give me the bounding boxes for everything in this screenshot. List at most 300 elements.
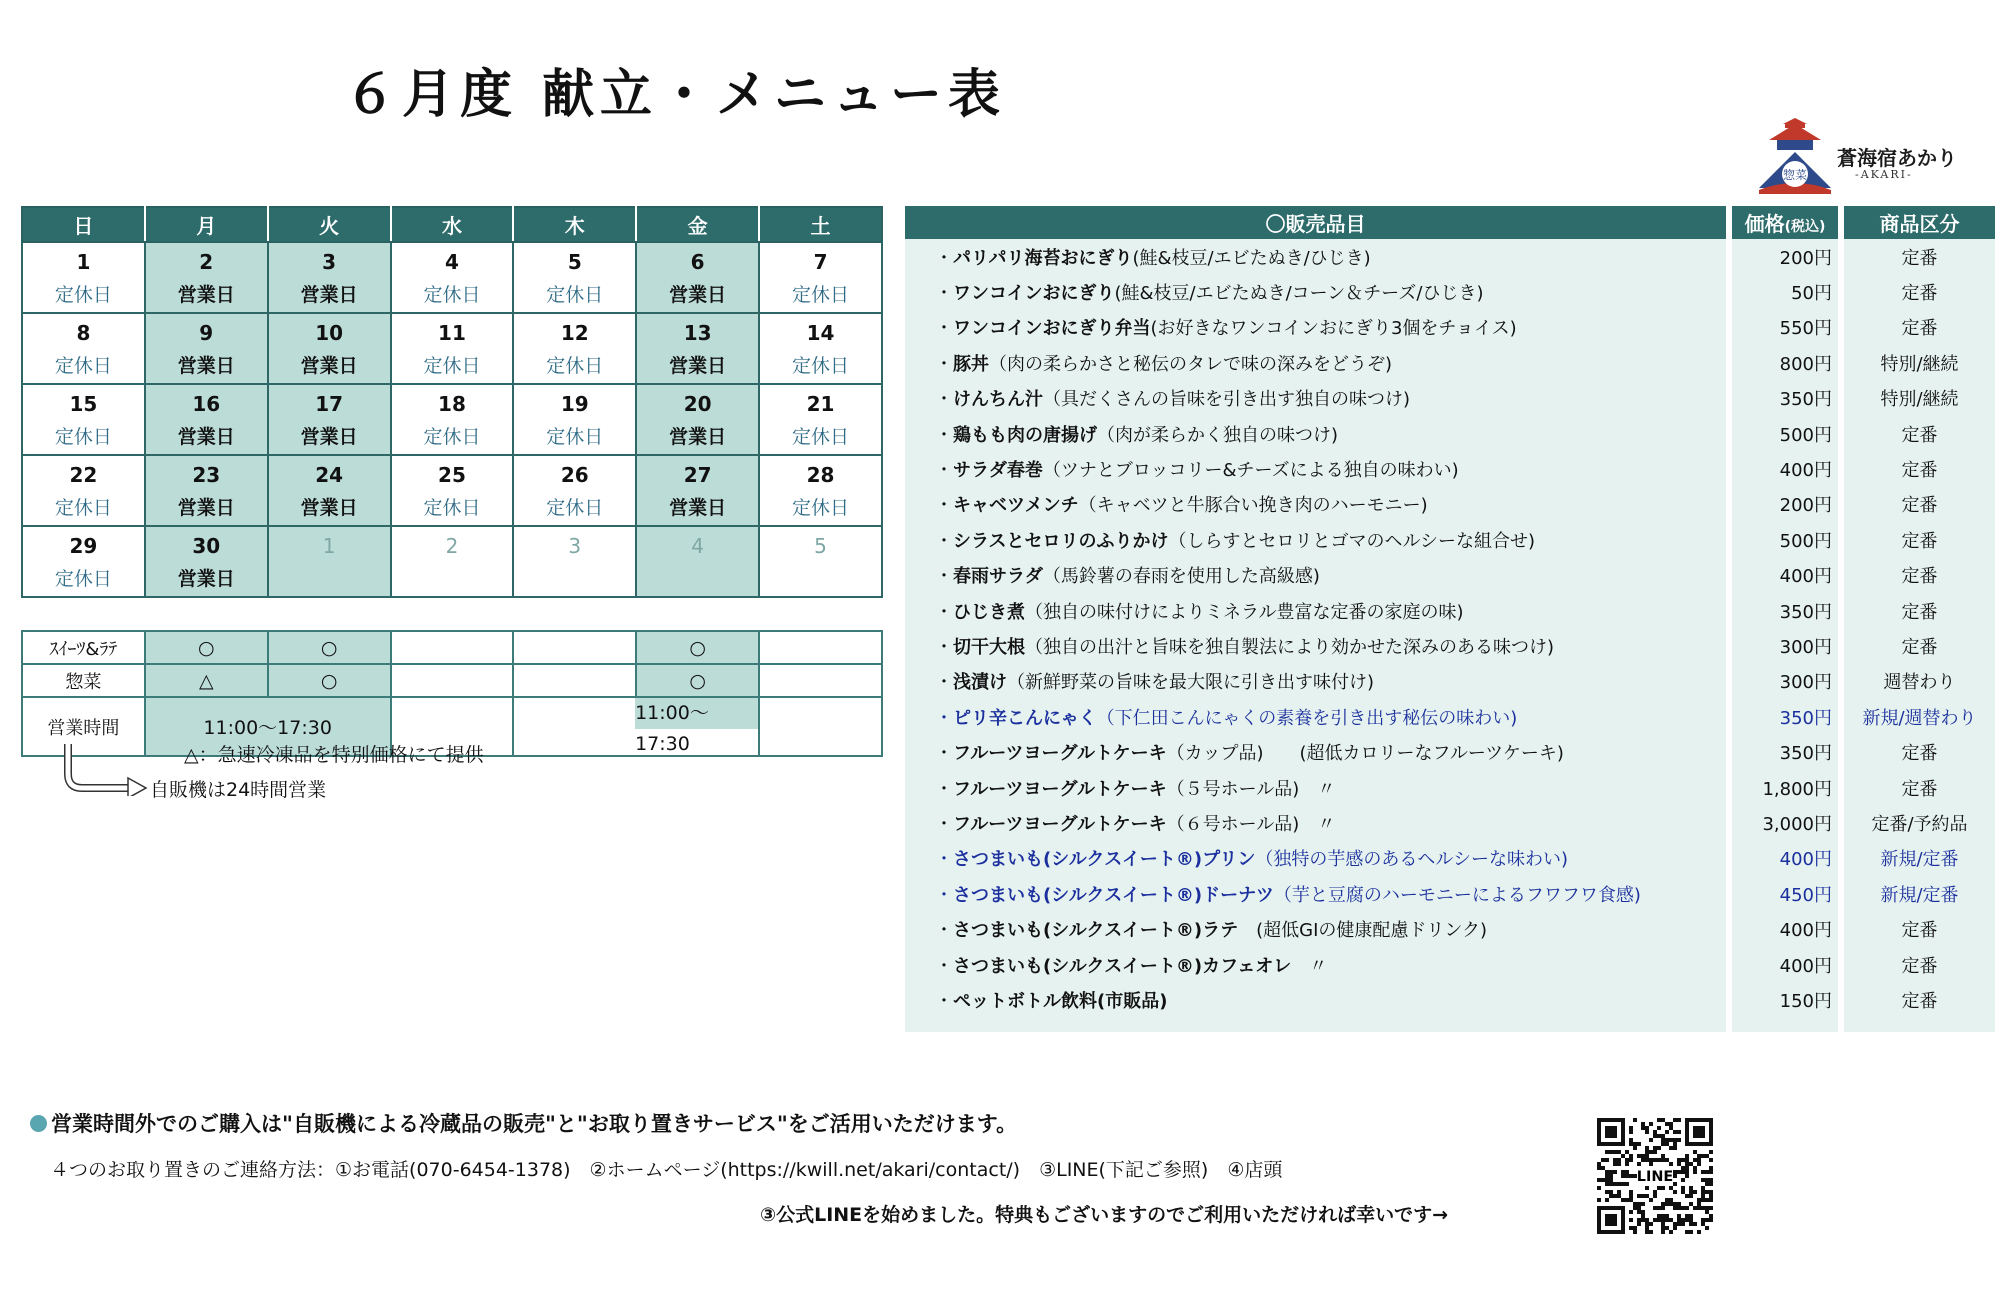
calendar-day-status: 定休日 <box>54 426 112 448</box>
calendar-day-status: 定休日 <box>423 426 481 448</box>
menu-item-desc: (超低GIの健康配慮ドリンク) <box>1238 920 1488 942</box>
menu-item-cell <box>905 416 1726 451</box>
menu-item-category: 定番 <box>1844 911 1995 946</box>
menu-item-name: ペットボトル飲料(市販品) <box>953 990 1168 1012</box>
footer-contact-methods: ４つのお取り置きのご連絡方法：①お電話(070-6454-1378) ②ホームページ(https://kwill.net/akari/contact/) ③LINE(下記ご参照) ④店頭 <box>50 1159 1283 1181</box>
menu-item-cell <box>905 699 1726 734</box>
calendar-day-cell <box>22 384 145 455</box>
calendar-day-number: 30 <box>192 534 221 558</box>
service-cell <box>513 631 636 664</box>
menu-item-category: 定番 <box>1844 487 1995 522</box>
menu-item-desc: （独自の味付けによりミネラル豊富な定番の家庭の味) <box>1025 601 1464 623</box>
menu-item-price: 200円 <box>1732 239 1838 274</box>
calendar-day-cell <box>391 384 514 455</box>
calendar-day-status: 営業日 <box>177 497 235 519</box>
weekday-sun: 日 <box>22 207 145 242</box>
menu-item-desc: 〃 <box>1291 955 1328 977</box>
service-cell: ○ <box>268 664 391 697</box>
calendar-day-number: 25 <box>438 463 466 487</box>
menu-bullet: ・ <box>935 389 953 411</box>
menu-item-row <box>905 239 1995 274</box>
calendar-day-status: 営業日 <box>300 497 358 519</box>
menu-item-name: フルーツヨーグルトケーキ <box>953 813 1167 835</box>
calendar-day-number: 21 <box>806 392 835 416</box>
hours-mon-tue: 11:00～17:30 <box>145 697 391 756</box>
calendar-day-status: 定休日 <box>54 568 112 590</box>
calendar-day-status: 営業日 <box>177 284 235 306</box>
shop-logo <box>1755 118 1955 194</box>
menu-item-name: フルーツヨーグルトケーキ <box>953 778 1167 800</box>
qr-line-label: LINE <box>1636 1169 1674 1186</box>
menu-item-row <box>905 274 1995 309</box>
calendar-day-status: 営業日 <box>300 284 358 306</box>
calendar-day-status: 営業日 <box>177 426 235 448</box>
service-label-hours: 営業時間 <box>22 697 145 756</box>
hours-fri-cell <box>513 697 759 756</box>
menu-bullet: ・ <box>935 247 953 269</box>
note-vending: 自販機は24時間営業 <box>150 779 327 801</box>
menu-item-name: ワンコインおにぎり <box>953 283 1115 305</box>
menu-item-desc: （ツナとブロッコリー&チーズによる独自の味わい) <box>1042 460 1459 482</box>
menu-item-cell <box>905 841 1726 876</box>
calendar-day-number: 22 <box>69 463 98 487</box>
calendar-weekday-row <box>22 207 882 242</box>
menu-item-row <box>905 947 1995 982</box>
menu-item-cell <box>905 805 1726 840</box>
calendar-day-status: 定休日 <box>54 497 112 519</box>
calendar-day-cell <box>145 242 268 313</box>
menu-item-name: さつまいも(シルクスイート®)カフェオレ <box>953 955 1292 977</box>
calendar-day-number: 3 <box>322 250 337 274</box>
calendar-day-number: 14 <box>806 321 835 345</box>
menu-item-row <box>905 982 1995 1017</box>
menu-item-desc: (お好きなワンコインおにぎり3個をチョイス) <box>1150 318 1517 340</box>
calendar-day-number: 3 <box>568 534 582 558</box>
service-cell: ○ <box>636 664 759 697</box>
calendar-day-status: 定休日 <box>54 355 112 377</box>
menu-bullet: ・ <box>935 672 953 694</box>
calendar-day-status: 定休日 <box>546 284 604 306</box>
service-cell <box>759 697 882 756</box>
menu-item-price: 150円 <box>1732 982 1838 1017</box>
calendar-day-number: 19 <box>560 392 589 416</box>
calendar-day-cell <box>22 313 145 384</box>
menu-item-category: 定番 <box>1844 274 1995 309</box>
logo-name: 蒼海宿あかり <box>1837 146 1957 170</box>
menu-item-cell <box>905 947 1726 982</box>
menu-item-desc: （しらすとセロリとゴマのヘルシーな組合せ) <box>1168 530 1536 552</box>
menu-item-row <box>905 593 1995 628</box>
menu-item-price: 1,800円 <box>1732 770 1838 805</box>
menu-item-cell <box>905 911 1726 946</box>
menu-table <box>905 206 1995 1032</box>
calendar-day-status: 営業日 <box>177 568 235 590</box>
menu-bullet: ・ <box>935 778 953 800</box>
calendar-day-cell <box>268 526 391 597</box>
menu-item-row <box>905 699 1995 734</box>
calendar-day-status: 営業日 <box>300 426 358 448</box>
menu-end-padding <box>905 1018 1995 1032</box>
menu-item-row <box>905 416 1995 451</box>
calendar-day-status: 定休日 <box>792 284 850 306</box>
calendar-day-status: 定休日 <box>546 355 604 377</box>
calendar-day-status: 定休日 <box>792 426 850 448</box>
menu-item-cell <box>905 239 1726 274</box>
menu-item-price: 300円 <box>1732 664 1838 699</box>
menu-bullet: ・ <box>935 636 953 658</box>
menu-item-cell <box>905 982 1726 1017</box>
page-title: ６月度 献立・メニュー表 <box>343 65 1007 125</box>
calendar-day-number: 7 <box>813 250 828 274</box>
menu-bullet: ・ <box>935 318 953 340</box>
calendar-day-cell <box>636 384 759 455</box>
calendar-day-status: 定休日 <box>423 497 481 519</box>
menu-item-cell <box>905 558 1726 593</box>
menu-item-desc: （肉が柔らかく独自の味つけ) <box>1097 424 1339 446</box>
weekday-thu: 木 <box>513 207 636 242</box>
menu-item-category: 定番 <box>1844 734 1995 769</box>
weekday-sat: 土 <box>759 207 882 242</box>
calendar-week-row <box>22 455 882 526</box>
calendar-day-cell <box>145 313 268 384</box>
calendar-day-status: 定休日 <box>423 355 481 377</box>
menu-item-row <box>905 734 1995 769</box>
calendar-day-number: 1 <box>76 250 91 274</box>
menu-item-desc: （芋と豆腐のハーモニーによるフワフワ食感) <box>1273 884 1641 906</box>
menu-item-category: 定番 <box>1844 558 1995 593</box>
weekday-fri: 金 <box>636 207 759 242</box>
menu-item-category: 新規/週替わり <box>1844 699 1995 734</box>
calendar-day-cell <box>636 526 759 597</box>
calendar-day-cell <box>636 455 759 526</box>
menu-bullet: ・ <box>935 495 953 517</box>
menu-item-category: 週替わり <box>1844 664 1995 699</box>
menu-item-name: ワンコインおにぎり弁当 <box>953 318 1151 340</box>
calendar-day-cell <box>759 313 882 384</box>
calendar-day-status: 定休日 <box>546 426 604 448</box>
calendar-day-cell <box>391 242 514 313</box>
calendar-day-cell <box>513 242 636 313</box>
menu-bullet: ・ <box>935 849 953 871</box>
menu-bullet: ・ <box>935 884 953 906</box>
calendar-day-cell <box>268 242 391 313</box>
menu-item-cell <box>905 310 1726 345</box>
menu-bullet: ・ <box>935 743 953 765</box>
menu-item-row <box>905 628 1995 663</box>
calendar-day-number: 5 <box>567 250 582 274</box>
calendar-day-number: 18 <box>438 392 466 416</box>
bullet-icon <box>30 1115 47 1132</box>
service-label-deli: 惣菜 <box>22 664 145 697</box>
menu-item-category: 定番 <box>1844 982 1995 1017</box>
calendar-day-number: 23 <box>192 463 221 487</box>
menu-item-row <box>905 841 1995 876</box>
menu-item-desc: (鮭&枝豆/エビたぬき/ひじき) <box>1132 247 1371 269</box>
calendar-day-number: 16 <box>192 392 221 416</box>
calendar-day-cell <box>268 313 391 384</box>
menu-bullet: ・ <box>935 601 953 623</box>
calendar-day-number: 2 <box>445 534 459 558</box>
footer-notice <box>30 1108 1017 1138</box>
line-qr-code[interactable] <box>1597 1118 1713 1234</box>
calendar-day-number: 2 <box>199 250 214 274</box>
calendar-day-cell <box>759 526 882 597</box>
menu-item-desc: (鮭&枝豆/エビたぬき/コーン＆チーズ/ひじき) <box>1114 283 1484 305</box>
menu-item-desc: （５号ホール品) 〃 <box>1166 778 1336 800</box>
menu-item-name: さつまいも(シルクスイート®)プリン <box>953 849 1256 871</box>
service-row-sweets <box>22 631 882 664</box>
menu-item-cell <box>905 522 1726 557</box>
menu-item-category: 定番 <box>1844 239 1995 274</box>
menu-item-price: 200円 <box>1732 487 1838 522</box>
service-table <box>21 630 883 757</box>
menu-item-row <box>905 522 1995 557</box>
menu-item-name: シラスとセロリのふりかけ <box>953 530 1169 552</box>
menu-item-price: 400円 <box>1732 911 1838 946</box>
menu-item-desc: （カップ品) (超低カロリーなフルーツケーキ) <box>1166 743 1564 765</box>
menu-item-row <box>905 876 1995 911</box>
calendar-day-cell <box>759 384 882 455</box>
menu-item-name: フルーツヨーグルトケーキ <box>953 743 1167 765</box>
calendar-day-cell <box>22 455 145 526</box>
menu-header-tax: (税込) <box>1784 219 1826 235</box>
menu-item-cell <box>905 487 1726 522</box>
menu-item-row <box>905 451 1995 486</box>
menu-item-price: 350円 <box>1732 381 1838 416</box>
calendar-day-status: 営業日 <box>669 355 727 377</box>
calendar-day-number: 10 <box>315 321 344 345</box>
calendar-day-number: 4 <box>691 534 704 558</box>
weekday-tue: 火 <box>268 207 391 242</box>
logo-subtitle: -AKARI- <box>1855 168 1913 181</box>
menu-header-category: 商品区分 <box>1844 206 1995 239</box>
menu-item-price: 400円 <box>1732 451 1838 486</box>
service-cell <box>759 664 882 697</box>
menu-item-cell <box>905 664 1726 699</box>
service-cell <box>391 631 514 664</box>
menu-item-price: 450円 <box>1732 876 1838 911</box>
menu-item-desc: （６号ホール品) 〃 <box>1166 813 1336 835</box>
menu-item-row <box>905 381 1995 416</box>
calendar-day-number: 17 <box>315 392 344 416</box>
calendar-day-number: 20 <box>683 392 712 416</box>
service-row-deli <box>22 664 882 697</box>
calendar-day-number: 6 <box>690 250 705 274</box>
menu-item-category: 特別/継続 <box>1844 381 1995 416</box>
menu-item-name: 豚丼 <box>953 353 989 375</box>
service-cell <box>391 664 514 697</box>
calendar-week-row <box>22 384 882 455</box>
calendar-day-number: 12 <box>560 321 589 345</box>
menu-item-cell <box>905 628 1726 663</box>
menu-item-price: 400円 <box>1732 841 1838 876</box>
calendar-day-cell <box>513 384 636 455</box>
menu-item-row <box>905 770 1995 805</box>
menu-item-category: 定番 <box>1844 770 1995 805</box>
calendar-day-cell <box>268 455 391 526</box>
menu-item-name: 鶏もも肉の唐揚げ <box>953 424 1097 446</box>
calendar-day-cell <box>391 313 514 384</box>
menu-item-name: ピリ辛こんにゃく <box>953 707 1097 729</box>
menu-item-price: 300円 <box>1732 628 1838 663</box>
calendar-day-cell <box>145 384 268 455</box>
menu-item-category: 特別/継続 <box>1844 345 1995 380</box>
menu-header-item: 〇販売品目 <box>905 206 1726 239</box>
menu-bullet: ・ <box>935 353 953 375</box>
calendar-day-status: 定休日 <box>546 497 604 519</box>
menu-item-cell <box>905 876 1726 911</box>
calendar-day-number: 13 <box>683 321 712 345</box>
calendar-day-cell <box>268 384 391 455</box>
logo-badge-text: 惣菜 <box>1782 168 1808 182</box>
menu-item-name: 切干大根 <box>953 636 1025 658</box>
weekday-mon: 月 <box>145 207 268 242</box>
calendar-day-cell <box>22 526 145 597</box>
menu-body <box>905 239 1995 1032</box>
menu-item-category: 定番 <box>1844 947 1995 982</box>
menu-item-row <box>905 345 1995 380</box>
menu-bullet: ・ <box>935 955 953 977</box>
menu-item-category: 定番 <box>1844 310 1995 345</box>
menu-bullet: ・ <box>935 460 953 482</box>
menu-item-category: 定番 <box>1844 522 1995 557</box>
calendar-day-cell <box>759 242 882 313</box>
calendar-day-status: 定休日 <box>54 284 112 306</box>
calendar-day-number: 15 <box>69 392 98 416</box>
menu-bullet: ・ <box>935 424 953 446</box>
calendar-day-cell <box>391 526 514 597</box>
menu-item-desc: （独特の芋感のあるヘルシーな味わい) <box>1255 849 1568 871</box>
menu-item-name: けんちん汁 <box>953 389 1043 411</box>
menu-item-desc: （具だくさんの旨味を引き出す独自の味つけ) <box>1043 389 1411 411</box>
menu-item-desc: （独自の出汁と旨味を独自製法により効かせた深みのある味つけ) <box>1025 636 1555 658</box>
calendar-day-number: 26 <box>560 463 589 487</box>
menu-item-price: 3,000円 <box>1732 805 1838 840</box>
calendar-body <box>22 242 882 597</box>
menu-header-price-label: 価格 <box>1744 212 1785 236</box>
calendar-day-number: 28 <box>806 463 835 487</box>
calendar-week-row <box>22 526 882 597</box>
menu-item-price: 500円 <box>1732 522 1838 557</box>
calendar-day-cell <box>391 455 514 526</box>
menu-item-desc: （下仁田こんにゃくの素養を引き出す秘伝の味わい) <box>1096 707 1518 729</box>
calendar-day-status: 営業日 <box>300 355 358 377</box>
menu-item-price: 550円 <box>1732 310 1838 345</box>
calendar-day-status: 定休日 <box>423 284 481 306</box>
menu-item-price: 400円 <box>1732 947 1838 982</box>
menu-item-category: 定番 <box>1844 416 1995 451</box>
calendar-day-cell <box>636 313 759 384</box>
menu-item-price: 800円 <box>1732 345 1838 380</box>
service-cell: △ <box>145 664 268 697</box>
menu-item-cell <box>905 770 1726 805</box>
calendar-day-number: 27 <box>683 463 712 487</box>
calendar-week-row <box>22 242 882 313</box>
service-cell <box>759 631 882 664</box>
calendar-day-status: 営業日 <box>669 426 727 448</box>
calendar-day-status: 定休日 <box>792 497 850 519</box>
menu-bullet: ・ <box>935 707 953 729</box>
service-cell: ○ <box>268 631 391 664</box>
calendar-day-status: 営業日 <box>669 497 727 519</box>
service-cell: ○ <box>636 631 759 664</box>
weekday-wed: 水 <box>391 207 514 242</box>
menu-item-name: サラダ春巻 <box>953 460 1043 482</box>
menu-item-name: パリパリ海苔おにぎり <box>953 247 1133 269</box>
menu-item-name: さつまいも(シルクスイート®)ラテ <box>953 920 1239 942</box>
menu-header-row <box>905 206 1995 239</box>
shop-logo-icon <box>1755 118 1835 194</box>
service-cell: ○ <box>145 631 268 664</box>
menu-item-desc: （新鮮野菜の旨味を最大限に引き出す味付け) <box>1007 672 1375 694</box>
menu-item-name: さつまいも(シルクスイート®)ドーナツ <box>953 884 1274 906</box>
menu-item-price: 50円 <box>1732 274 1838 309</box>
calendar-week-row <box>22 313 882 384</box>
calendar-day-number: 1 <box>322 534 336 558</box>
menu-item-row <box>905 558 1995 593</box>
menu-item-desc: （馬鈴薯の春雨を使用した高級感) <box>1042 566 1320 588</box>
menu-bullet: ・ <box>935 283 953 305</box>
menu-bullet: ・ <box>935 920 953 942</box>
menu-item-name: ひじき煮 <box>953 601 1025 623</box>
menu-item-category: 新規/定番 <box>1844 876 1995 911</box>
calendar-day-number: 24 <box>315 463 344 487</box>
service-label-sweets: ｽｲｰﾂ&ﾗﾃ <box>22 631 145 664</box>
menu-item-price: 350円 <box>1732 593 1838 628</box>
menu-item-category: 定番/予約品 <box>1844 805 1995 840</box>
menu-item-row <box>905 664 1995 699</box>
note-triangle: △：急速冷凍品を特別価格にて提供 <box>184 744 484 766</box>
calendar-day-cell <box>513 455 636 526</box>
calendar-day-cell <box>513 526 636 597</box>
calendar-day-number: 11 <box>438 321 466 345</box>
menu-item-cell <box>905 734 1726 769</box>
calendar-day-cell <box>513 313 636 384</box>
calendar-day-status: 営業日 <box>669 284 727 306</box>
menu-item-price: 350円 <box>1732 734 1838 769</box>
service-cell <box>513 664 636 697</box>
menu-item-row <box>905 487 1995 522</box>
menu-item-cell <box>905 451 1726 486</box>
menu-item-cell <box>905 274 1726 309</box>
menu-item-category: 新規/定番 <box>1844 841 1995 876</box>
menu-item-cell <box>905 345 1726 380</box>
calendar-day-cell <box>145 526 268 597</box>
menu-item-row <box>905 911 1995 946</box>
footer-line-promo: ③公式LINEを始めました。特典もございますのでご利用いただければ幸いです→ <box>760 1204 1449 1226</box>
footer-notice-text: 営業時間外でのご購入は"自販機による冷蔵品の販売"と"お取り置きサービス"をご活用いただけます。 <box>51 1112 1018 1136</box>
calendar-day-number: 29 <box>69 534 98 558</box>
menu-item-desc: （肉の柔らかさと秘伝のタレで味の深みをどうぞ) <box>989 353 1393 375</box>
calendar-day-status: 営業日 <box>177 355 235 377</box>
calendar-day-number: 5 <box>814 534 827 558</box>
business-calendar <box>21 206 883 598</box>
menu-bullet: ・ <box>935 530 953 552</box>
menu-bullet: ・ <box>935 990 953 1012</box>
menu-item-category: 定番 <box>1844 593 1995 628</box>
calendar-day-cell <box>145 455 268 526</box>
menu-item-name: 浅漬け <box>953 672 1007 694</box>
calendar-day-cell <box>22 242 145 313</box>
menu-item-cell <box>905 593 1726 628</box>
calendar-day-cell <box>636 242 759 313</box>
calendar-day-status: 定休日 <box>792 355 850 377</box>
menu-item-cell <box>905 381 1726 416</box>
menu-item-row <box>905 310 1995 345</box>
menu-item-category: 定番 <box>1844 451 1995 486</box>
menu-header-price <box>1732 206 1838 239</box>
menu-item-price: 400円 <box>1732 558 1838 593</box>
